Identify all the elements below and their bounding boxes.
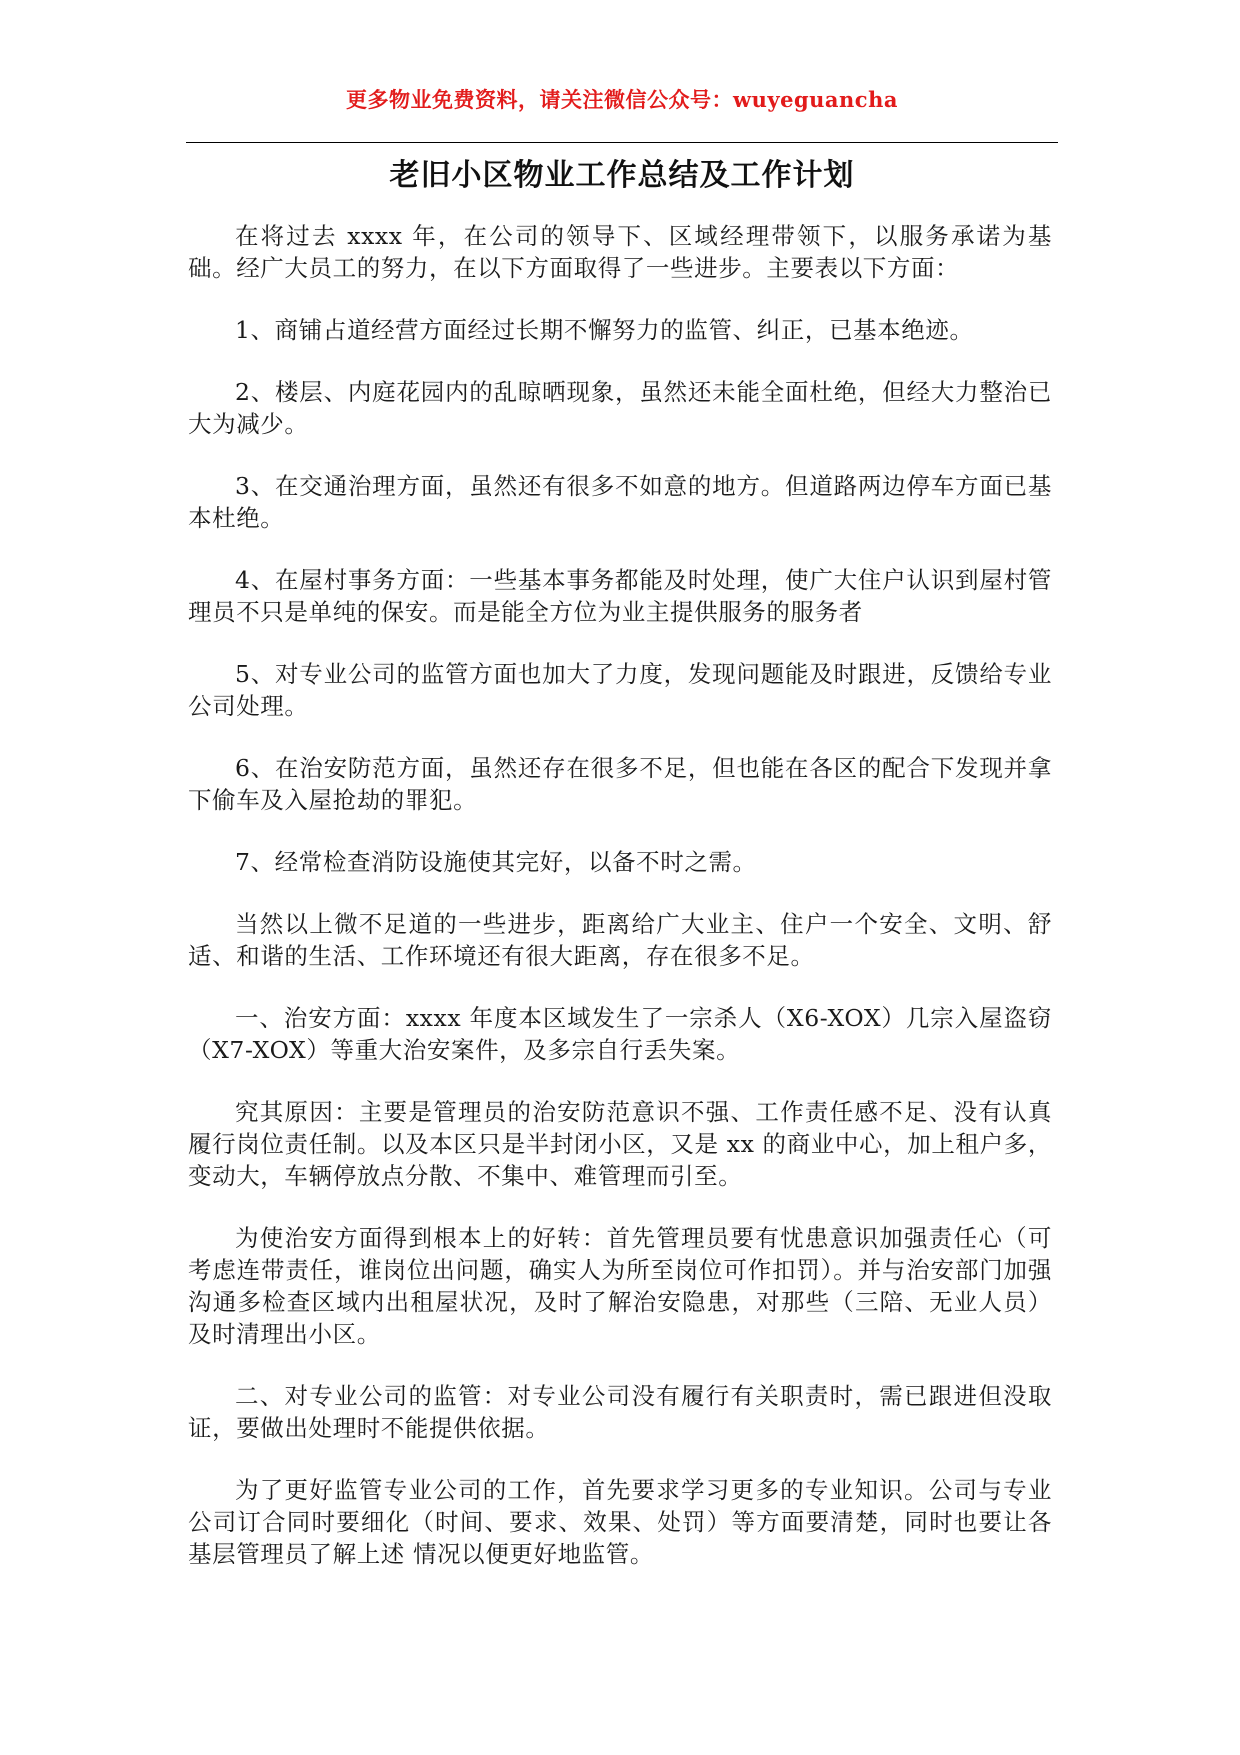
paragraph-supervision: 二、对专业公司的监管：对专业公司没有履行有关职责时，需已跟进但没取证，要做出处理时不能提供依据。 — [188, 1382, 1052, 1442]
paragraph-security: 一、治安方面：xxxx 年度本区域发生了一宗杀人（X6-XOX）几宗入屋盗窃（X7-XOX）等重大治安案件，及多宗自行丢失案。 — [188, 1004, 1052, 1064]
paragraph-item-6: 6、在治安防范方面，虽然还存在很多不足，但也能在各区的配合下发现并拿下偷车及入屋抢劫的罪犯。 — [188, 754, 1052, 814]
paragraph-item-3: 3、在交通治理方面，虽然还有很多不如意的地方。但道路两边停车方面已基本杜绝。 — [188, 472, 1052, 532]
document-title: 老旧小区物业工作总结及工作计划 — [389, 158, 855, 193]
document-body — [188, 220, 1052, 1600]
header-divider — [186, 142, 1058, 143]
paragraph-item-1: 1、商铺占道经营方面经过长期不懈努力的监管、纠正，已基本绝迹。 — [235, 316, 974, 344]
paragraph-item-2: 2、楼层、内庭花园内的乱晾晒现象，虽然还未能全面杜绝，但经大力整治已大为减少。 — [188, 378, 1052, 438]
paragraph-intro: 在将过去 xxxx 年，在公司的领导下、区域经理带领下，以服务承诺为基础。经广大员工的努力，在以下方面取得了一些进步。主要表以下方面： — [188, 222, 1052, 282]
promo-header: 更多物业免费资料，请关注微信公众号：wuyeguancha — [346, 87, 898, 112]
paragraph-supervision-plan: 为了更好监管专业公司的工作，首先要求学习更多的专业知识。公司与专业公司订合同时要细化（时间、要求、效果、处罚）等方面要清楚，同时也要让各基层管理员了解上述 情况以便更好地监管。 — [188, 1476, 1052, 1568]
paragraph-item-7: 7、经常检查消防设施使其完好，以备不时之需。 — [235, 848, 757, 876]
paragraph-item-5: 5、对专业公司的监管方面也加大了力度，发现问题能及时跟进，反馈给专业公司处理。 — [188, 660, 1052, 720]
paragraph-security-cause: 究其原因：主要是管理员的治安防范意识不强、工作责任感不足、没有认真履行岗位责任制。以及本区只是半封闭小区，又是 xx 的商业中心，加上租户多，变动大，车辆停放点分散、不集中、难管理而引至。 — [188, 1098, 1052, 1190]
paragraph-item-4: 4、在屋村事务方面：一些基本事务都能及时处理，使广大住户认识到屋村管理员不只是单纯的保安。而是能全方位为业主提供服务的服务者 — [188, 566, 1052, 626]
paragraph-shortcomings: 当然以上微不足道的一些进步，距离给广大业主、住户一个安全、文明、舒适、和谐的生活、工作环境还有很大距离，存在很多不足。 — [188, 910, 1052, 970]
paragraph-security-plan: 为使治安方面得到根本上的好转：首先管理员要有忧患意识加强责任心（可考虑连带责任，谁岗位出问题，确实人为所至岗位可作扣罚）。并与治安部门加强沟通多检查区域内出租屋状况，及时了解治安隐患，对那些（三陪、无业人员）及时清理出小区。 — [188, 1224, 1052, 1348]
